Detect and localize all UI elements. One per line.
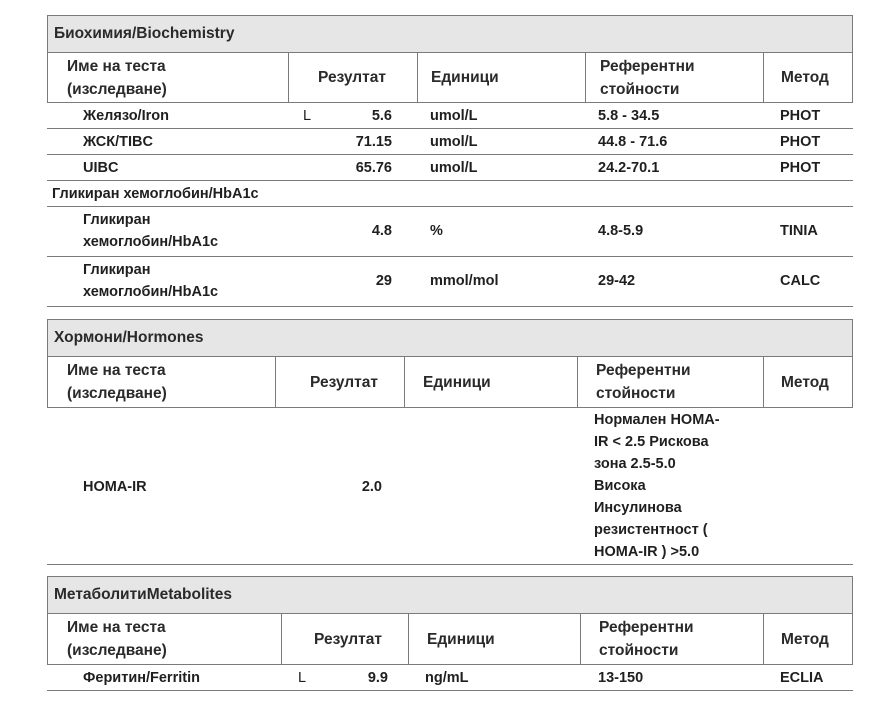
header-line: стойности <box>599 642 679 659</box>
reference-line: Висока <box>594 478 646 494</box>
header-line: Референтни <box>600 58 695 75</box>
section-title: МетаболитиMetabolites <box>54 586 232 603</box>
method: CALC <box>780 273 821 289</box>
reference-range <box>594 409 720 563</box>
header-units: Единици <box>431 69 499 86</box>
table-row <box>0 130 893 154</box>
units: umol/L <box>430 134 478 150</box>
reference-range: 44.8 - 71.6 <box>598 134 668 150</box>
test-name-line: Гликиран <box>83 212 151 228</box>
method: ECLIA <box>780 670 824 686</box>
result-value: 2.0 <box>361 479 382 495</box>
section-header-hormones <box>47 319 853 357</box>
table-row <box>0 258 893 306</box>
reference-line: HOMA-IR ) >5.0 <box>594 544 700 560</box>
header-reference <box>600 55 694 101</box>
table-row <box>0 104 893 128</box>
header-line: стойности <box>596 385 676 402</box>
header-line: Име на теста <box>67 619 166 636</box>
units: % <box>430 223 443 239</box>
section-title: Биохимия/Biochemistry <box>54 25 235 42</box>
column-divider <box>417 53 418 102</box>
header-method: Метод <box>781 631 829 648</box>
column-header-row <box>47 614 853 665</box>
section-header-biochemistry <box>47 15 853 53</box>
header-line: Име на теста <box>67 58 166 75</box>
header-result: Резултат <box>314 631 382 648</box>
flag-low: L <box>303 108 312 124</box>
test-name-line: Гликиран <box>83 262 151 278</box>
reference-range: 13-150 <box>598 670 644 686</box>
header-result: Резултат <box>310 374 378 391</box>
column-divider <box>585 53 586 102</box>
result-value: 71.15 <box>355 134 392 150</box>
header-test-name <box>67 55 167 101</box>
header-line: (изследване) <box>67 385 167 402</box>
header-line: стойности <box>600 81 680 98</box>
test-name: Феритин/Ferritin <box>83 670 200 686</box>
row-divider <box>47 206 853 207</box>
units: umol/L <box>430 108 478 124</box>
header-line: (изследване) <box>67 81 167 98</box>
test-name: Желязо/Iron <box>83 108 169 124</box>
row-divider <box>47 128 853 129</box>
result-value: 29 <box>375 273 392 289</box>
header-method: Метод <box>781 374 829 391</box>
section-title: Хормони/Hormones <box>54 329 204 346</box>
column-divider <box>580 614 581 664</box>
reference-range: 4.8-5.9 <box>598 223 644 239</box>
header-reference <box>599 616 693 662</box>
reference-line: Инсулинова <box>594 500 682 516</box>
column-divider <box>763 614 764 664</box>
header-units: Единици <box>423 374 491 391</box>
units: ng/mL <box>425 670 469 686</box>
test-name: HOMA-IR <box>83 479 147 495</box>
reference-line: зона 2.5-5.0 <box>594 456 676 472</box>
table-row <box>0 666 893 690</box>
section-header-metabolites <box>47 576 853 614</box>
header-test-name <box>67 616 167 662</box>
table-row <box>0 408 893 564</box>
header-method: Метод <box>781 69 829 86</box>
units: mmol/mol <box>430 273 499 289</box>
result-value: 65.76 <box>355 160 392 176</box>
test-name: ЖСК/TIBC <box>83 134 153 150</box>
header-test-name <box>67 359 167 405</box>
result-value: 4.8 <box>371 223 392 239</box>
column-header-row <box>47 53 853 103</box>
row-divider <box>47 564 853 565</box>
column-divider <box>404 357 405 407</box>
row-divider <box>47 690 853 691</box>
table-row <box>0 208 893 256</box>
flag-low: L <box>298 670 307 686</box>
column-divider <box>408 614 409 664</box>
column-divider <box>288 53 289 102</box>
reference-line: IR < 2.5 Рискова <box>594 434 709 450</box>
row-divider <box>47 154 853 155</box>
row-divider <box>47 256 853 257</box>
reference-line: резистентност ( <box>594 522 708 538</box>
test-name: UIBC <box>83 160 119 176</box>
method: PHOT <box>780 134 821 150</box>
header-line: (изследване) <box>67 642 167 659</box>
units: umol/L <box>430 160 478 176</box>
result-value: 9.9 <box>367 670 388 686</box>
column-divider <box>763 357 764 407</box>
test-name <box>83 209 218 253</box>
column-divider <box>281 614 282 664</box>
header-line: Референтни <box>596 362 691 379</box>
method: TINIA <box>780 223 818 239</box>
column-divider <box>275 357 276 407</box>
row-divider <box>47 180 853 181</box>
subgroup-row <box>0 182 893 206</box>
result-value: 5.6 <box>371 108 392 124</box>
column-divider <box>577 357 578 407</box>
reference-range: 24.2-70.1 <box>598 160 660 176</box>
header-reference <box>596 359 690 405</box>
header-units: Единици <box>427 631 495 648</box>
method: PHOT <box>780 160 821 176</box>
reference-range: 5.8 - 34.5 <box>598 108 660 124</box>
header-line: Референтни <box>599 619 694 636</box>
reference-line: Нормален HOMA- <box>594 412 720 428</box>
column-header-row <box>47 357 853 408</box>
method: PHOT <box>780 108 821 124</box>
table-row <box>0 156 893 180</box>
test-name <box>83 259 218 303</box>
subgroup-title: Гликиран хемоглобин/HbA1c <box>52 186 259 202</box>
test-name-line: хемоглобин/HbA1c <box>83 284 219 300</box>
row-divider <box>47 306 853 307</box>
column-divider <box>763 53 764 102</box>
header-result: Резултат <box>318 69 386 86</box>
test-name-line: хемоглобин/HbA1c <box>83 234 219 250</box>
reference-range: 29-42 <box>598 273 636 289</box>
header-line: Име на теста <box>67 362 166 379</box>
